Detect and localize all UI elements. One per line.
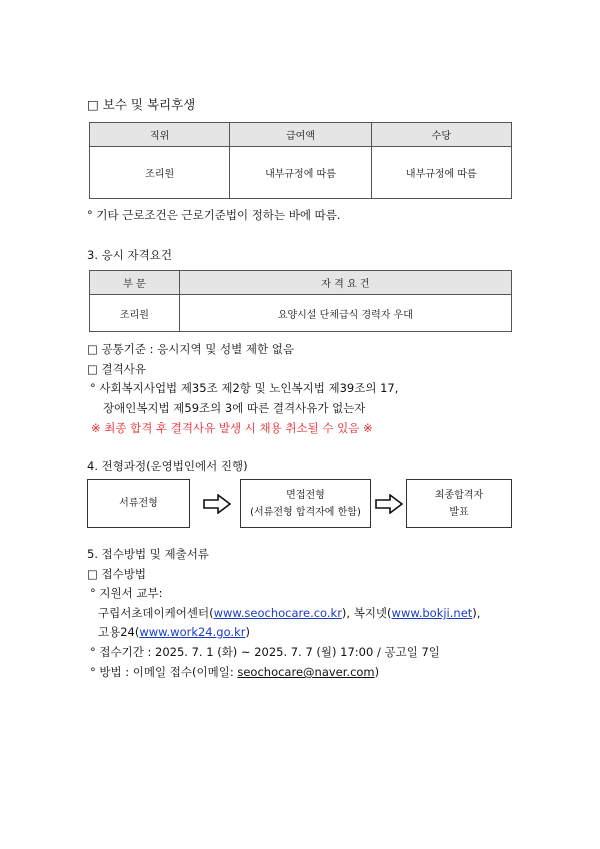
- pay-header-position: 직위: [90, 123, 230, 147]
- qual-heading: 3. 응시 자격요건: [87, 248, 172, 262]
- pay-header-salary: 급여액: [230, 123, 371, 147]
- bokji-close: ),: [472, 606, 481, 620]
- process-step-documents-label: 서류전형: [119, 498, 158, 509]
- qual-cell-req: 요양시설 단체급식 경력자 우대: [179, 295, 511, 332]
- submit-sub-heading: □ 접수방법: [87, 567, 146, 581]
- process-step-interview: [240, 479, 371, 528]
- submit-heading: 5. 접수방법 및 제출서류: [87, 547, 209, 561]
- qual-common: □ 공통기준 : 응시지역 및 성별 제한 없음: [87, 342, 294, 356]
- arrow-right-icon: [375, 494, 403, 514]
- center-name: 구립서초데이케어센터(: [98, 606, 214, 620]
- qual-disq-heading: □ 결격사유: [87, 362, 146, 376]
- process-step-interview-note: (서류전형 합격자에 한함): [250, 506, 361, 518]
- submit-method: [90, 664, 379, 680]
- qual-disq-line1: ° 사회복지사업법 제35조 제2항 및 노인복지법 제39조의 17,: [90, 381, 399, 395]
- center-link[interactable]: www.seochocare.co.kr: [213, 606, 342, 620]
- process-step-interview-title: 면접전형: [286, 489, 325, 501]
- arrow-right-icon: [203, 494, 231, 514]
- submit-forms-label: ° 지원서 교부:: [90, 586, 163, 600]
- bokji-name: ), 복지넷(: [341, 606, 392, 620]
- submit-period: ° 접수기간 : 2025. 7. 1 (화) ~ 2025. 7. 7 (월) 17:00 / 공고일 7일: [90, 645, 440, 659]
- pay-heading: □ 보수 및 복리후생: [87, 97, 196, 112]
- submit-forms-line2: [98, 624, 250, 640]
- work-name: 고용24(: [98, 625, 140, 639]
- submit-forms-line1: [98, 605, 480, 621]
- process-heading: 4. 전형과정(운영법인에서 진행): [87, 459, 248, 473]
- pay-cell-allowance: 내부규정에 따름: [371, 147, 511, 199]
- qual-header-req: 자 격 요 건: [179, 271, 511, 295]
- process-step-documents: [87, 479, 190, 528]
- bokji-link[interactable]: www.bokji.net: [391, 606, 473, 620]
- qual-warning: ※ 최종 합격 후 결격사유 발생 시 채용 취소될 수 있음 ※: [91, 421, 373, 435]
- pay-cell-position: 조리원: [90, 147, 230, 199]
- work24-link[interactable]: www.work24.go.kr: [139, 625, 246, 639]
- work-close: ): [245, 625, 250, 639]
- process-step-final-note: 발표: [449, 506, 469, 518]
- method-label: ° 방법 : 이메일 접수(이메일:: [90, 665, 238, 679]
- method-close: ): [374, 665, 380, 679]
- pay-table: [89, 122, 512, 199]
- qual-header-dept: 부 문: [90, 271, 180, 295]
- pay-header-allowance: 수당: [371, 123, 511, 147]
- qual-table: [89, 270, 512, 332]
- email-link[interactable]: seochocare@naver.com: [237, 665, 375, 679]
- qual-cell-dept: 조리원: [90, 295, 180, 332]
- process-step-final: [406, 479, 512, 528]
- qual-disq-line2: 장애인복지법 제59조의 3에 따른 결격사유가 없는자: [103, 401, 366, 415]
- pay-note: ° 기타 근로조건은 근로기준법이 정하는 바에 따름.: [87, 208, 341, 222]
- pay-cell-salary: 내부규정에 따름: [230, 147, 371, 199]
- process-step-final-title: 최종합격자: [434, 489, 484, 501]
